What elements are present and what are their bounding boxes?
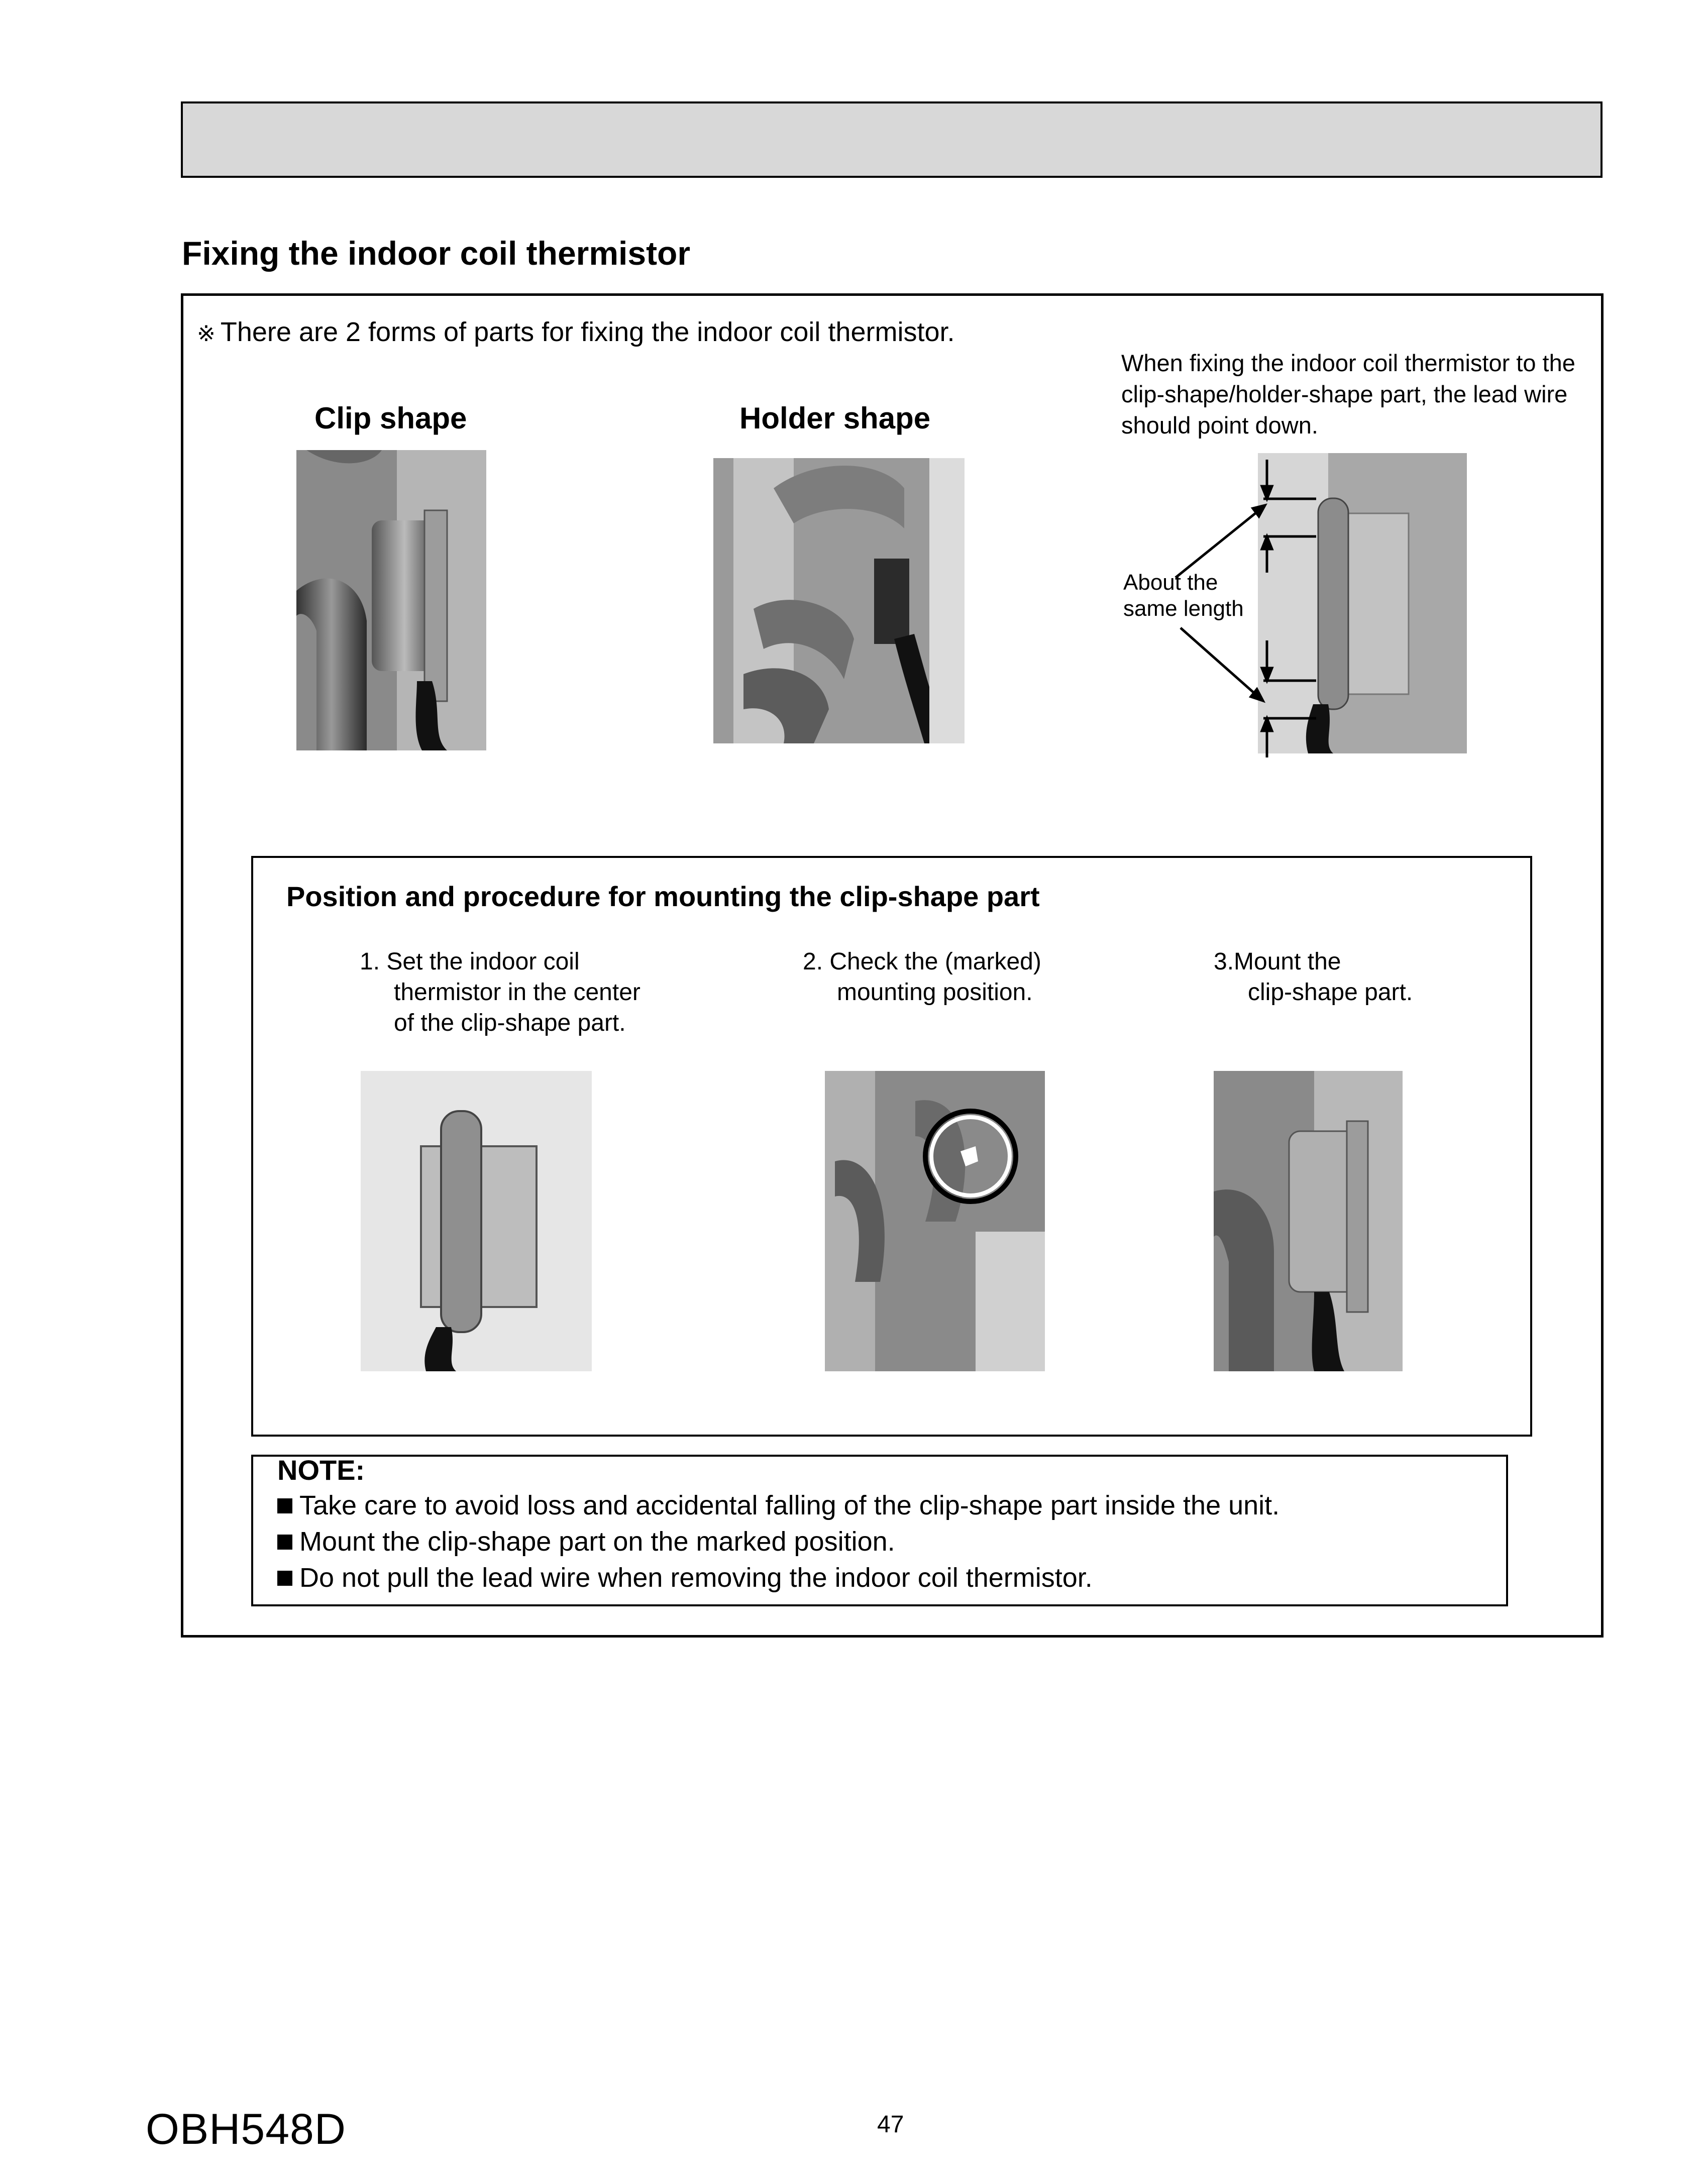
note-heading: NOTE: [277, 1454, 365, 1486]
step-1-text [360, 946, 640, 1038]
step-1-line3: of the clip-shape part. [394, 1010, 626, 1036]
diagram-caption-line2: same length [1123, 596, 1244, 621]
clip-shape-photo [296, 450, 486, 750]
bullet-icon [277, 1498, 292, 1513]
footer-page-number: 47 [877, 2111, 904, 2138]
orientation-note: When fixing the indoor coil thermistor to the clip-shape/holder-shape part, the lead wire should point down. [1121, 350, 1575, 439]
step-3-line2: clip-shape part. [1248, 979, 1413, 1006]
diagram-caption-line1: About the [1123, 570, 1218, 595]
reference-mark: ※ [197, 321, 216, 346]
diagram-caption [1123, 570, 1244, 622]
bullet-icon [277, 1535, 292, 1550]
step-2-text [803, 946, 1041, 1008]
note-item-3 [277, 1562, 1093, 1593]
section-title: Fixing the indoor coil thermistor [182, 235, 691, 272]
clip-shape-label: Clip shape [314, 401, 467, 435]
note-item-1-text: Take care to avoid loss and accidental falling of the clip-shape part inside the unit. [299, 1490, 1280, 1520]
step-1-line1: 1. Set the indoor coil [360, 948, 580, 975]
step-1-photo [361, 1071, 592, 1371]
intro-line [197, 316, 955, 348]
note-item-1 [277, 1490, 1279, 1521]
intro-text: There are 2 forms of parts for fixing the indoor coil thermistor. [220, 317, 955, 347]
step-3-text [1214, 946, 1413, 1008]
step-3-line1: 3.Mount the [1214, 948, 1341, 975]
step-2-photo [825, 1071, 1045, 1371]
header-band [181, 101, 1603, 178]
bullet-icon [277, 1571, 292, 1586]
step-3-photo [1214, 1071, 1403, 1371]
holder-shape-label: Holder shape [739, 401, 931, 435]
note-item-2 [277, 1526, 895, 1557]
procedure-title: Position and procedure for mounting the clip-shape part [286, 881, 1040, 912]
holder-shape-photo [713, 458, 965, 743]
note-item-3-text: Do not pull the lead wire when removing the indoor coil thermistor. [299, 1563, 1093, 1593]
step-2-line2: mounting position. [837, 979, 1033, 1006]
step-1-line2: thermistor in the center [394, 979, 640, 1006]
step-2-line1: 2. Check the (marked) [803, 948, 1041, 975]
note-item-2-text: Mount the clip-shape part on the marked position. [299, 1527, 895, 1557]
footer-model-number: OBH548D [146, 2105, 346, 2153]
